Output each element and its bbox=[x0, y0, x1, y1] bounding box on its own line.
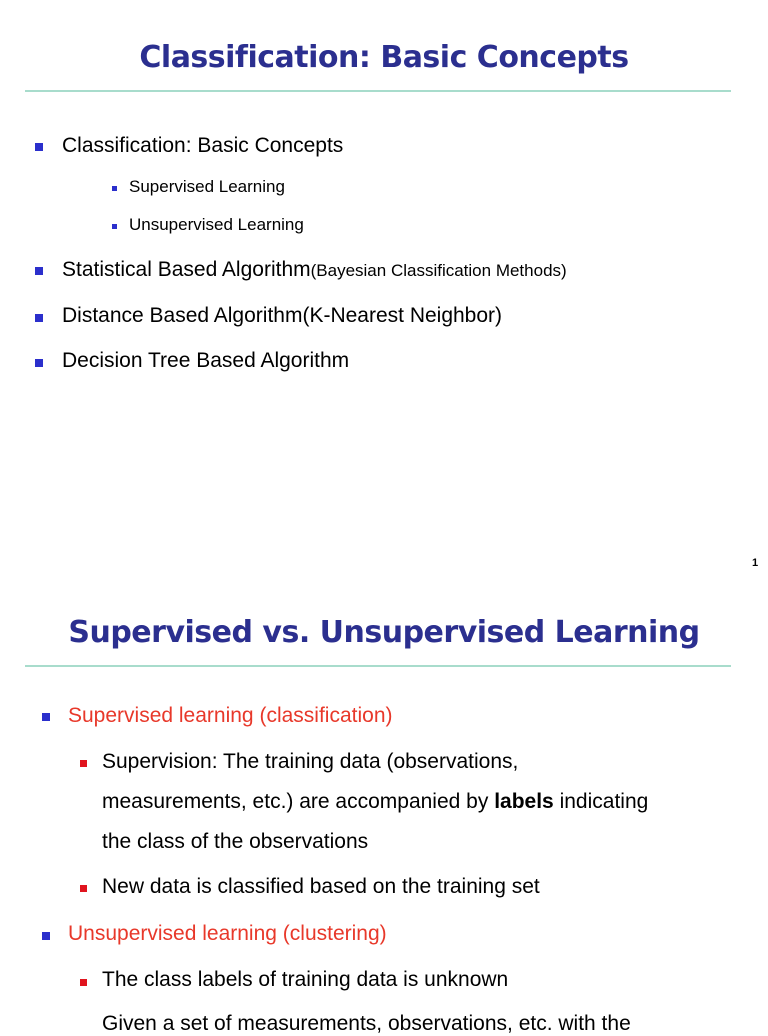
supervision-line2-pre: measurements, etc.) are accompanied by bbox=[102, 790, 495, 813]
labels-emphasis: labels bbox=[494, 790, 554, 813]
square-bullet-icon bbox=[35, 359, 43, 367]
slide1-item-4: Decision Tree Based Algorithm bbox=[62, 349, 350, 372]
square-bullet-icon bbox=[80, 760, 87, 767]
page-number: 1 bbox=[752, 557, 759, 569]
slide2-item-unsupervised: Unsupervised learning (clustering) bbox=[68, 922, 387, 945]
supervision-line2-post: indicating bbox=[553, 790, 649, 813]
slide2-title: Supervised vs. Unsupervised Learning bbox=[68, 615, 700, 650]
slide1-item-2 bbox=[62, 258, 567, 282]
slide1-subitem-2: Unsupervised Learning bbox=[129, 215, 304, 234]
slide2-subitem-supervision-line3: the class of the observations bbox=[102, 830, 369, 853]
square-bullet-icon bbox=[42, 713, 50, 721]
slide1-title-rule bbox=[25, 90, 731, 92]
slide2-item-supervised: Supervised learning (classification) bbox=[68, 704, 393, 727]
square-bullet-icon bbox=[112, 186, 117, 191]
slide2-title-rule bbox=[25, 665, 731, 667]
square-bullet-icon bbox=[80, 979, 87, 986]
slide1-subitem-1: Supervised Learning bbox=[129, 177, 285, 196]
slide1-item-2-small: (Bayesian Classification Methods) bbox=[310, 261, 567, 280]
square-bullet-icon bbox=[42, 932, 50, 940]
square-bullet-icon bbox=[35, 143, 43, 151]
slide2-subitem-new-data: New data is classified based on the training set bbox=[102, 875, 540, 898]
slide2-subitem-supervision-line1: Supervision: The training data (observations, bbox=[102, 750, 519, 773]
square-bullet-icon bbox=[80, 885, 87, 892]
slide1-item-3: Distance Based Algorithm(K-Nearest Neighbor) bbox=[62, 304, 503, 327]
slide1-item-2-main: Statistical Based Algorithm bbox=[62, 258, 311, 281]
slide1-item-1: Classification: Basic Concepts bbox=[62, 134, 344, 157]
square-bullet-icon bbox=[112, 224, 117, 229]
square-bullet-icon bbox=[35, 314, 43, 322]
slide1-title: Classification: Basic Concepts bbox=[139, 40, 629, 75]
slide2-subitem-class-labels: The class labels of training data is unknown bbox=[102, 968, 509, 991]
slide2-subitem-given-set-cutoff: Given a set of measurements, observations, etc. with the bbox=[102, 1012, 631, 1035]
square-bullet-icon bbox=[35, 267, 43, 275]
slide2-subitem-supervision-line2 bbox=[102, 790, 648, 814]
